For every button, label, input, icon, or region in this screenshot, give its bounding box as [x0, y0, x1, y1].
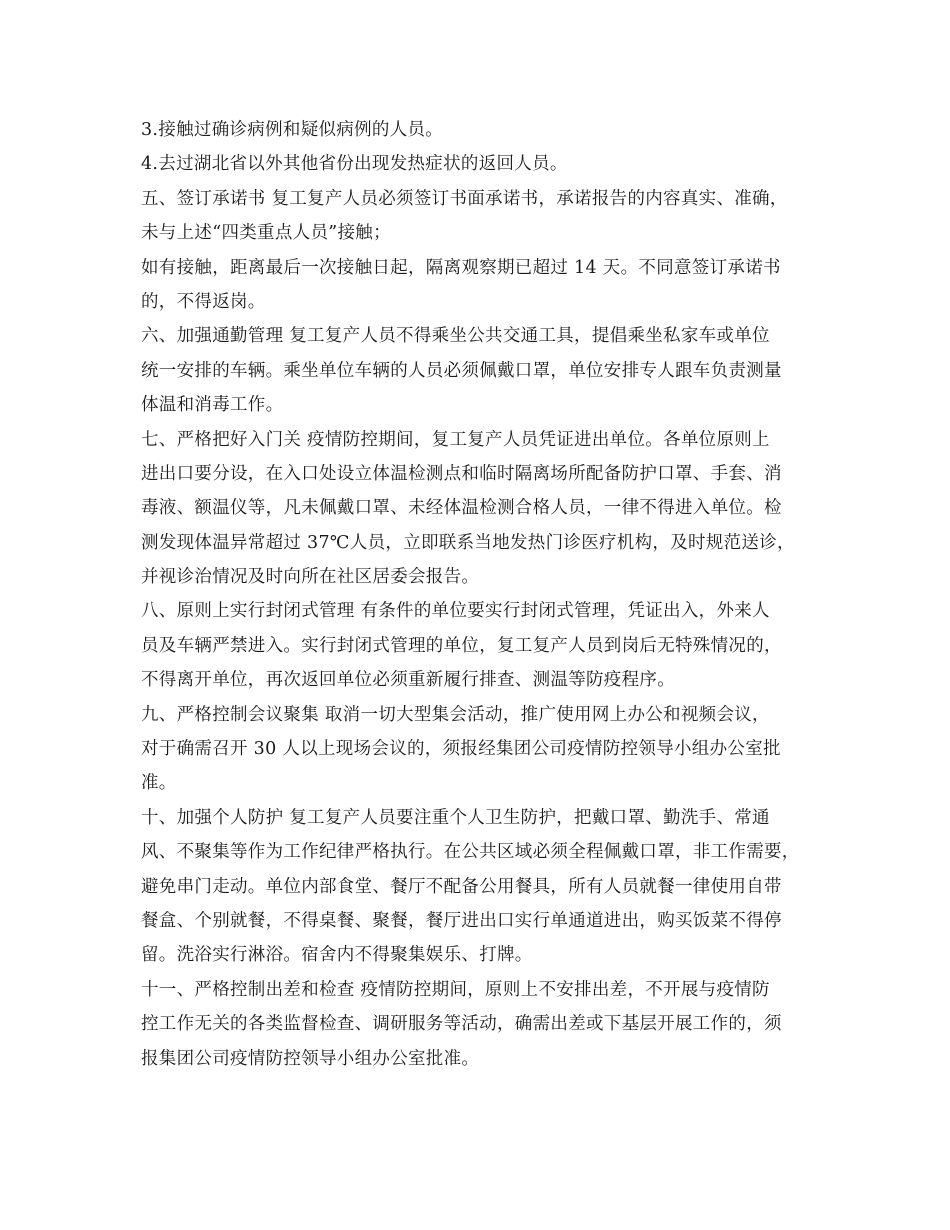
text-line: 统一安排的车辆。乘坐单位车辆的人员必须佩戴口罩，单位安排专人跟车负责测量 [141, 360, 782, 381]
text-line: 的，不得返岗。 [141, 291, 266, 312]
text-line: 不得离开单位，再次返回单位必须重新履行排查、测温等防疫程序。 [141, 670, 675, 691]
text-line: 4.去过湖北省以外其他省份出现发热症状的返回人员。 [141, 154, 568, 175]
document-page [141, 113, 831, 1076]
text-line: 八、原则上实行封闭式管理 有条件的单位要实行封闭式管理，凭证出入，外来人 [141, 601, 770, 622]
text-line: 餐盒、个别就餐，不得桌餐、聚餐，餐厅进出口实行单通道进出，购买饭菜不得停 [141, 910, 782, 931]
text-line: 九、严格控制会议聚集 取消一切大型集会活动，推广使用网上办公和视频会议， [141, 704, 770, 725]
text-line: 员及车辆严禁进入。实行封闭式管理的单位，复工复产人员到岗后无特殊情况的， [141, 635, 782, 656]
text-line: 留。洗浴实行淋浴。宿舍内不得聚集娱乐、打牌。 [141, 945, 533, 966]
text-line: 如有接触，距离最后一次接触日起，隔离观察期已超过 14 天。不同意签订承诺书 [141, 257, 781, 278]
text-line: 十一、严格控制出差和检查 疫情防控期间，原则上不安排出差，不开展与疫情防 [141, 979, 770, 1000]
text-line: 避免串门走动。单位内部食堂、餐厅不配备公用餐具，所有人员就餐一律使用自带 [141, 876, 782, 897]
text-line: 测发现体温异常超过 37℃人员，立即联系当地发热门诊医疗机构，及时规范送诊， [141, 532, 795, 553]
text-line: 毒液、额温仪等，凡未佩戴口罩、未经体温检测合格人员，一律不得进入单位。检 [141, 498, 782, 519]
text-line: 五、签订承诺书 复工复产人员必须签订书面承诺书，承诺报告的内容真实、准确， [141, 188, 788, 209]
text-line: 并视诊治情况及时向所在社区居委会报告。 [141, 567, 480, 588]
text-line: 进出口要分设，在入口处设立体温检测点和临时隔离场所配备防护口罩、手套、消 [141, 463, 782, 484]
text-line: 控工作无关的各类监督检查、调研服务等活动，确需出差或下基层开展工作的，须 [141, 1014, 782, 1035]
text-line: 报集团公司疫情防控领导小组办公室批准。 [141, 1048, 480, 1069]
text-line: 3.接触过确诊病例和疑似病例的人员。 [141, 120, 444, 140]
text-line: 风、不聚集等作为工作纪律严格执行。在公共区域必须全程佩戴口罩，非工作需要， [141, 842, 800, 863]
text-line: 体温和消毒工作。 [141, 395, 284, 416]
text-line: 六、加强通勤管理 复工复产人员不得乘坐公共交通工具，提倡乘坐私家车或单位 [141, 326, 770, 347]
text-line: 七、严格把好入门关 疫情防控期间，复工复产人员凭证进出单位。各单位原则上 [141, 429, 770, 450]
text-line: 准。 [141, 773, 177, 794]
text-line: 未与上述“四类重点人员”接触； [141, 223, 391, 244]
text-line: 对于确需召开 30 人以上现场会议的，须报经集团公司疫情防控领导小组办公室批 [141, 739, 781, 760]
text-line: 十、加强个人防护 复工复产人员要注重个人卫生防护，把戴口罩、勤洗手、常通 [141, 807, 770, 828]
